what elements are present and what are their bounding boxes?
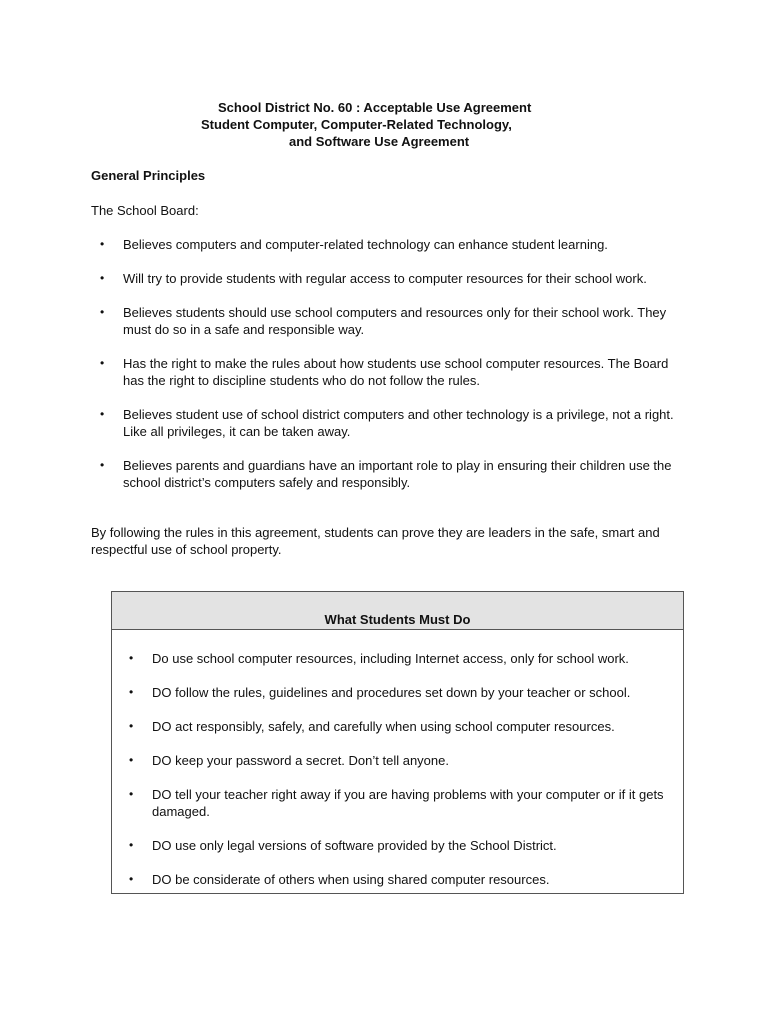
list-item (91, 406, 691, 440)
section-heading: General Principles (91, 168, 206, 183)
list-item (112, 837, 672, 854)
bullet-icon: • (100, 305, 105, 319)
list-item (91, 355, 691, 389)
title-line-3: and Software Use Agreement (289, 134, 470, 149)
list-item-text: Believes student use of school district computers and other technology is a privilege, not a right. Like all privileges, it can be taken away. (123, 407, 674, 439)
must-do-list (112, 650, 672, 905)
intro-text: The School Board: (91, 203, 199, 218)
principles-list (91, 236, 691, 508)
list-item (112, 650, 672, 667)
list-item-text: DO tell your teacher right away if you are having problems with your computer or if it gets damaged. (152, 787, 664, 819)
list-item-text: DO be considerate of others when using shared computer resources. (152, 872, 550, 887)
list-item (112, 752, 672, 769)
bullet-icon: • (100, 407, 105, 421)
list-item (91, 270, 691, 287)
bullet-icon: • (129, 838, 134, 852)
list-item (112, 786, 672, 820)
list-item-text: Believes parents and guardians have an important role to play in ensuring their children use the school district’s computers safely and responsibly. (123, 458, 672, 490)
list-item (91, 304, 691, 338)
title-line-2: Student Computer, Computer-Related Technology, (201, 117, 512, 132)
list-item (112, 871, 672, 888)
list-item-text: DO follow the rules, guidelines and procedures set down by your teacher or school. (152, 685, 631, 700)
bullet-icon: • (129, 685, 134, 699)
bullet-icon: • (100, 271, 105, 285)
must-do-box (111, 591, 684, 894)
list-item-text: DO act responsibly, safely, and carefully when using school computer resources. (152, 719, 615, 734)
list-item-text: Believes computers and computer-related technology can enhance student learning. (123, 237, 608, 252)
list-item (112, 718, 672, 735)
closing-paragraph: By following the rules in this agreement, students can prove they are leaders in the safe, smart and respectful use of school property. (91, 525, 660, 557)
list-item-text: Believes students should use school computers and resources only for their school work. They must do so in a safe and responsible way. (123, 305, 667, 337)
list-item (91, 457, 691, 491)
title-line-1: School District No. 60 : Acceptable Use Agreement (218, 100, 532, 115)
bullet-icon: • (129, 651, 134, 665)
list-item (112, 684, 672, 701)
list-item-text: Has the right to make the rules about how students use school computer resources. The Board has the right to discipline students who do not follow the rules. (123, 356, 669, 388)
list-item-text: Will try to provide students with regular access to computer resources for their school work. (123, 271, 647, 286)
bullet-icon: • (129, 719, 134, 733)
list-item-text: DO use only legal versions of software provided by the School District. (152, 838, 557, 853)
bullet-icon: • (100, 237, 105, 251)
list-item (91, 236, 691, 253)
bullet-icon: • (100, 458, 105, 472)
must-do-box-header: What Students Must Do (112, 592, 683, 630)
bullet-icon: • (129, 753, 134, 767)
bullet-icon: • (129, 872, 134, 886)
list-item-text: Do use school computer resources, including Internet access, only for school work. (152, 651, 629, 666)
bullet-icon: • (129, 787, 134, 801)
bullet-icon: • (100, 356, 105, 370)
list-item-text: DO keep your password a secret. Don’t tell anyone. (152, 753, 449, 768)
